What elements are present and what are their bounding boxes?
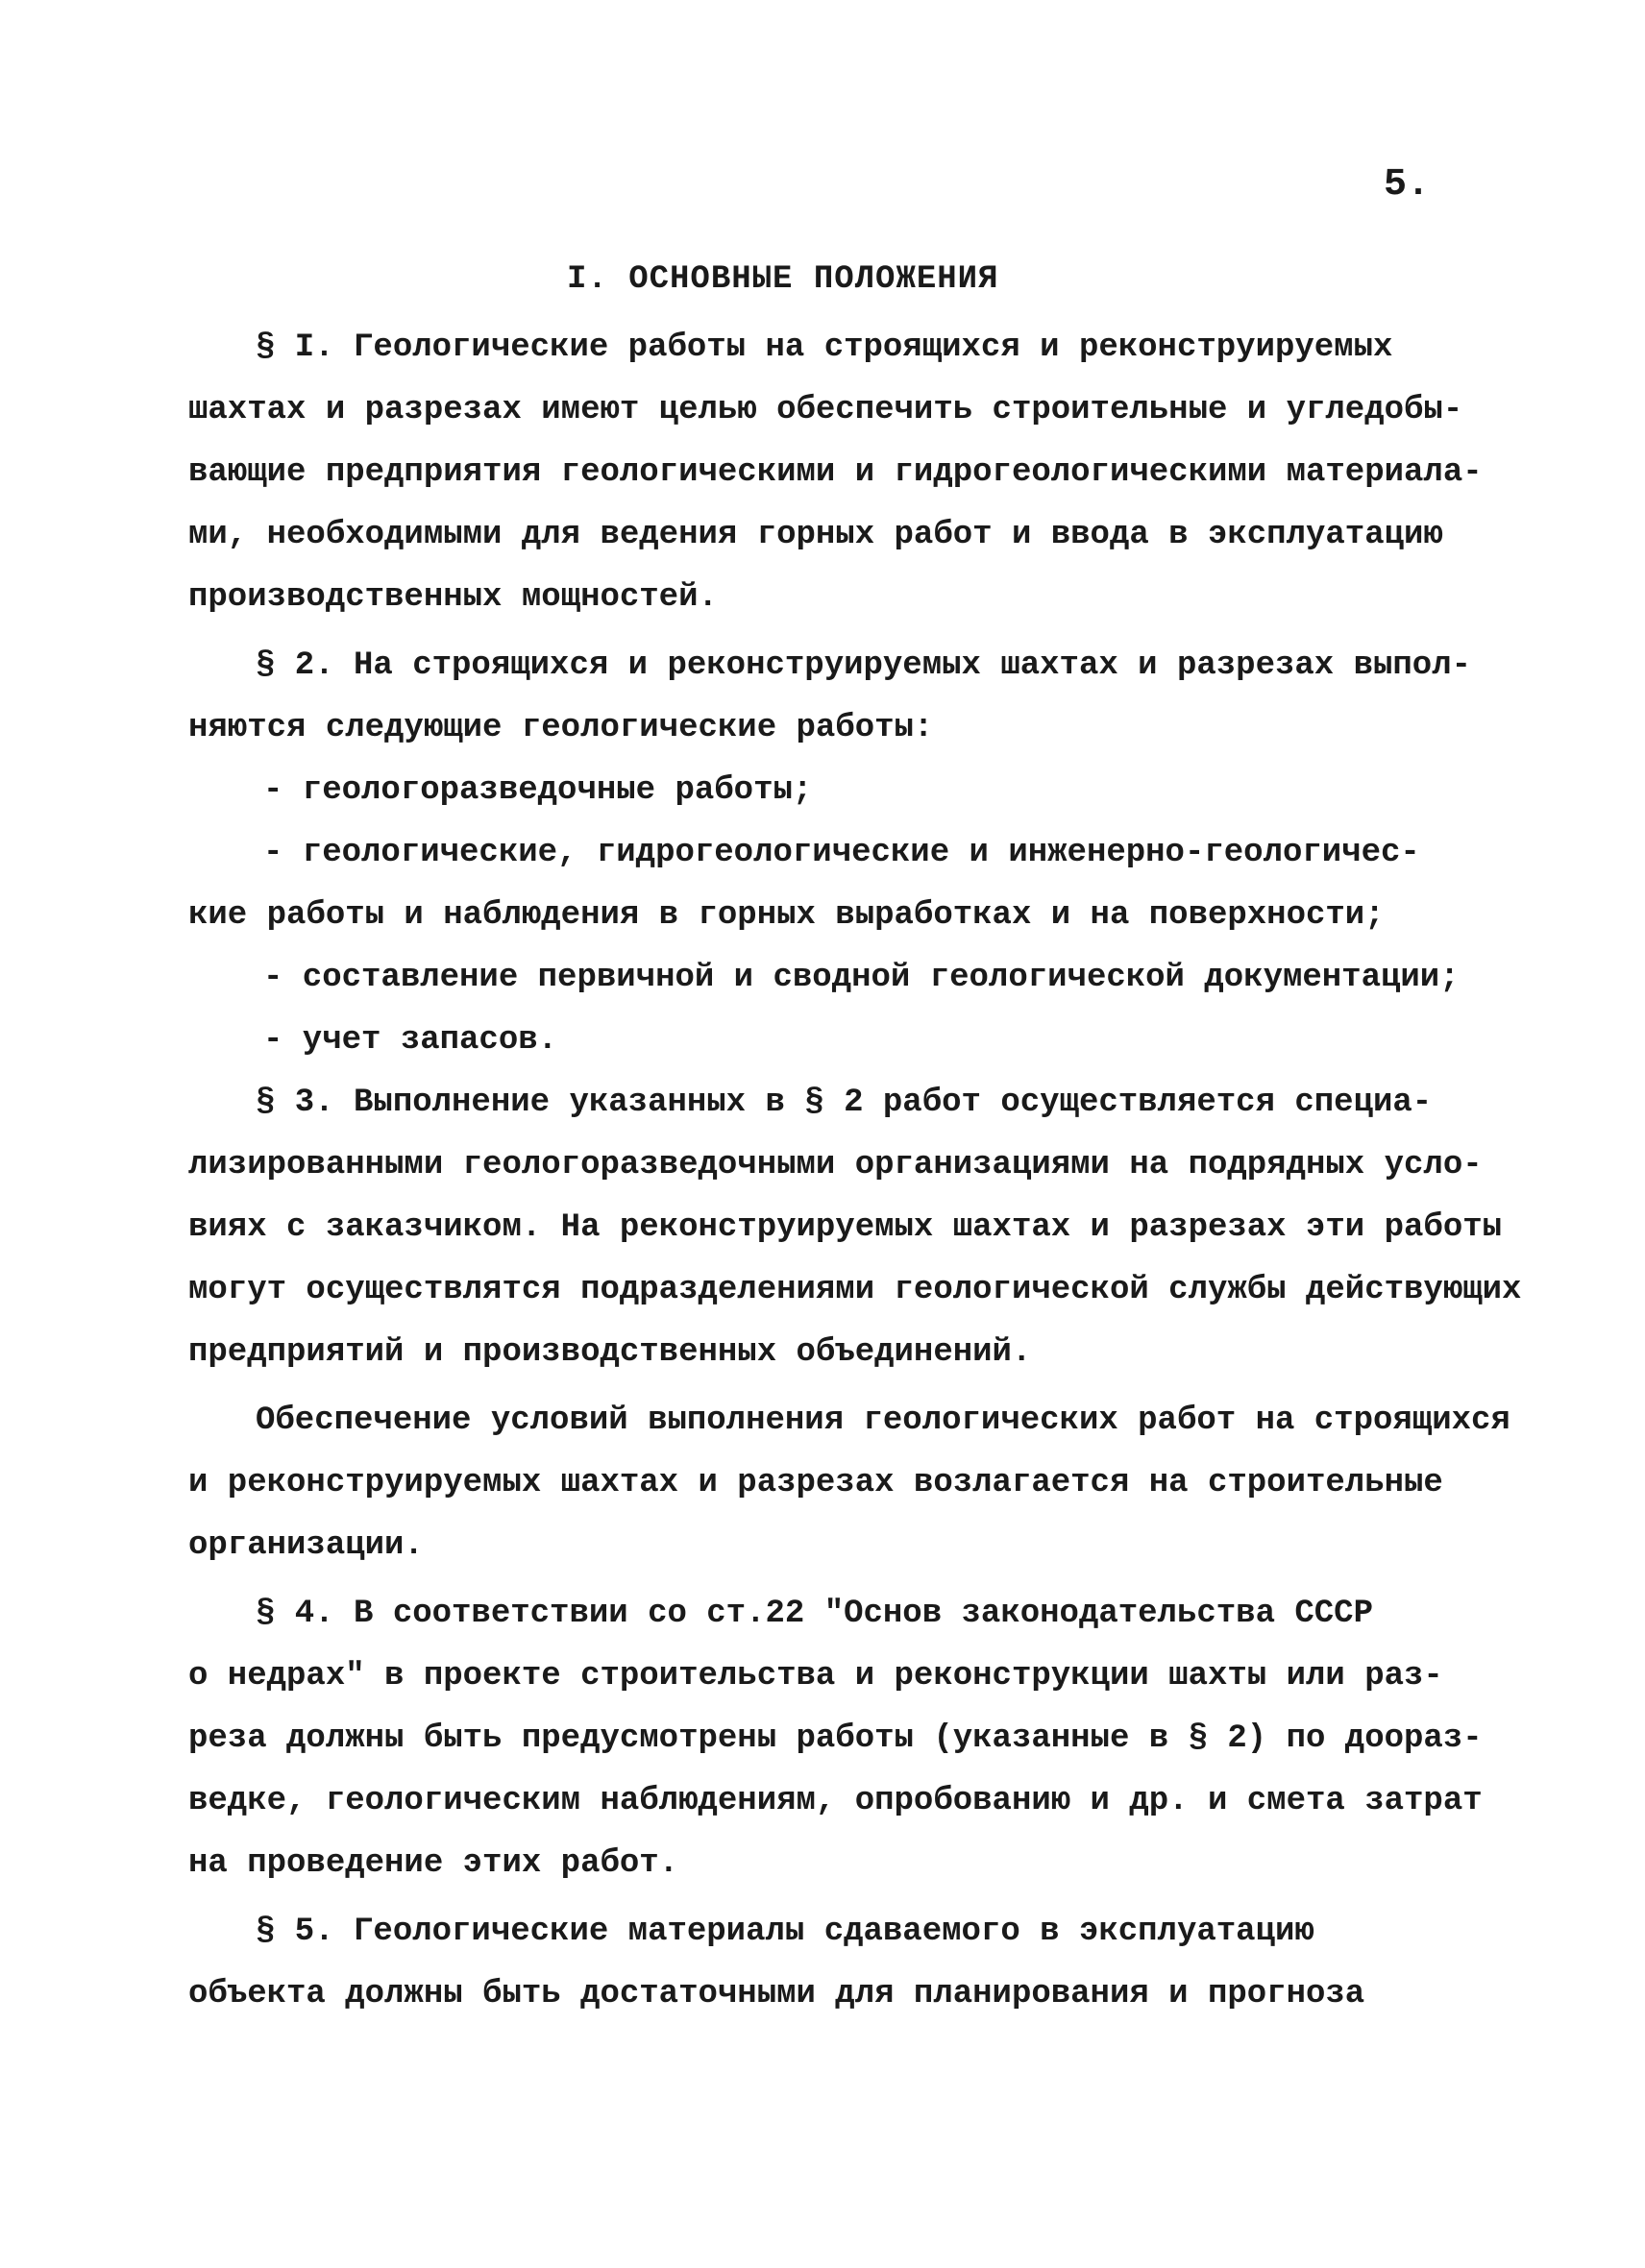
text-line: § 3. Выполнение указанных в § 2 работ осуществляется специа- xyxy=(256,1085,1433,1121)
text-line: ведке, геологическим наблюдениям, опробованию и др. и смета затрат xyxy=(188,1783,1483,1819)
text-line: лизированными геологоразведочными организациями на подрядных усло- xyxy=(188,1147,1483,1183)
text-line: организации. xyxy=(188,1527,424,1564)
body-text xyxy=(188,317,1522,2026)
text-line: § 4. В соответствии со ст.22 "Основ законодательства СССР xyxy=(256,1596,1373,1632)
list-item: - геологоразведочные работы; xyxy=(263,772,813,809)
text-line: кие работы и наблюдения в горных выработках и на поверхности; xyxy=(188,897,1385,934)
list-item: - составление первичной и сводной геологической документации; xyxy=(263,960,1460,996)
text-line: вающие предприятия геологическими и гидрогеологическими материала- xyxy=(188,454,1483,491)
text-line: могут осуществлятся подразделениями геологической службы действующих xyxy=(188,1272,1522,1308)
text-line: производственных мощностей. xyxy=(188,579,718,616)
text-line: няются следующие геологические работы: xyxy=(188,710,934,746)
text-line: шахтах и разрезах имеют целью обеспечить строительные и угледобы- xyxy=(188,392,1463,428)
list-item: - геологические, гидрогеологические и инженерно-геологичес- xyxy=(263,835,1420,871)
text-line: § 5. Геологические материалы сдаваемого в эксплуатацию xyxy=(256,1914,1314,1950)
text-line: объекта должны быть достаточными для планирования и прогноза xyxy=(188,1976,1365,2012)
text-line: и реконструируемых шахтах и разрезах возлагается на строительные xyxy=(188,1465,1443,1501)
text-line: виях с заказчиком. На реконструируемых шахтах и разрезах эти работы xyxy=(188,1209,1503,1246)
text-line: предприятий и производственных объединений. xyxy=(188,1334,1032,1371)
text-line: Обеспечение условий выполнения геологических работ на строящихся xyxy=(256,1402,1510,1439)
section-title: I. ОСНОВНЫЕ ПОЛОЖЕНИЯ xyxy=(567,261,999,298)
list-item: - учет запасов. xyxy=(263,1022,558,1059)
text-line: § 2. На строящихся и реконструируемых шахтах и разрезах выпол- xyxy=(256,647,1472,684)
page-number: 5. xyxy=(1384,163,1431,207)
text-line: ми, необходимыми для ведения горных работ и ввода в эксплуатацию xyxy=(188,517,1443,553)
text-line: на проведение этих работ. xyxy=(188,1845,679,1882)
text-line: реза должны быть предусмотрены работы (указанные в § 2) по доораз- xyxy=(188,1720,1483,1757)
text-line: § I. Геологические работы на строящихся и реконструируемых xyxy=(256,329,1393,366)
text-line: о недрах" в проекте строительства и реконструкции шахты или раз- xyxy=(188,1658,1443,1695)
